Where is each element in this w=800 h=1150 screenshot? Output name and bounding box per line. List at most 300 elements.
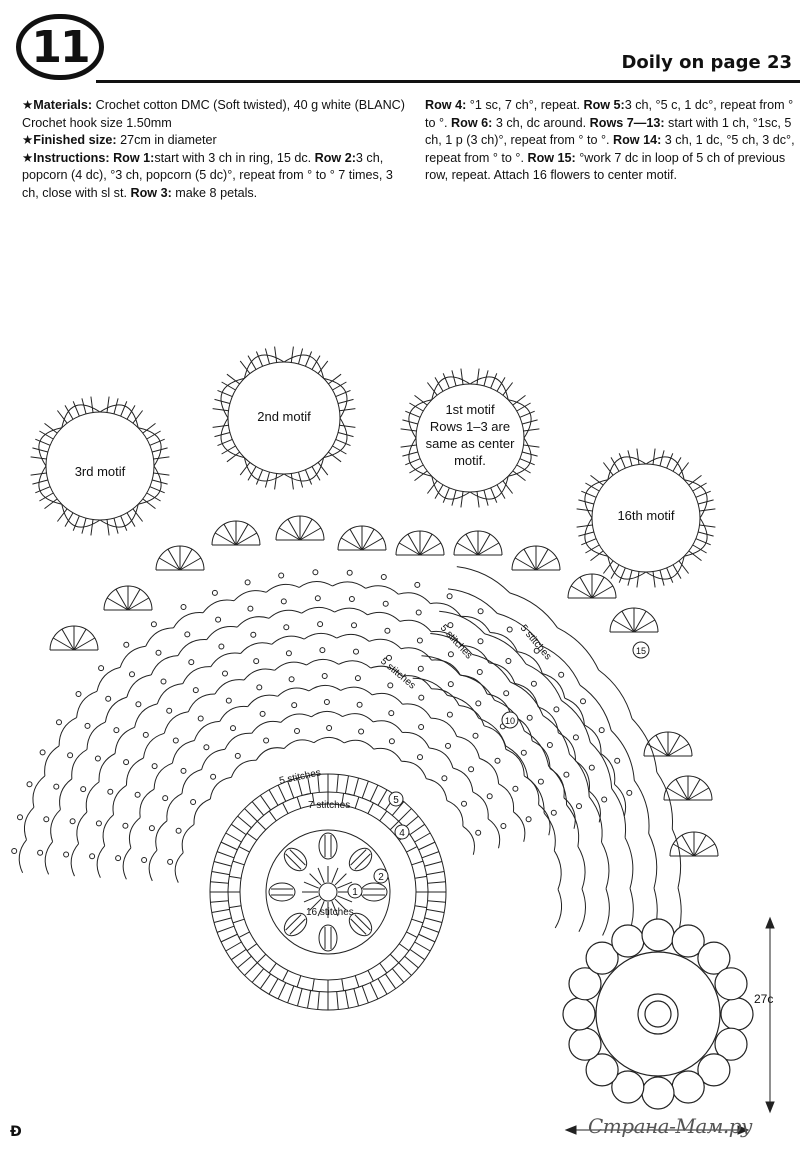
chain-loop — [188, 694, 215, 712]
dc-post — [370, 983, 378, 999]
picot — [359, 729, 364, 734]
svg-text:4: 4 — [399, 828, 405, 839]
thumb-flower — [715, 968, 747, 1000]
chain-loop — [97, 846, 105, 878]
popcorn — [319, 833, 337, 859]
dc-post — [337, 774, 339, 792]
ring-row4 — [266, 830, 390, 954]
dc-post — [212, 909, 230, 912]
row1-dc — [318, 868, 324, 883]
picot — [18, 815, 23, 820]
chain-loop — [337, 634, 370, 641]
row15-text: °work 7 dc in loop of 5 ch of previous row, repeat. Attach 16 flowers to center motif. — [425, 150, 786, 183]
chart-rings — [12, 567, 682, 1010]
chain-loop — [614, 784, 625, 816]
materials-paragraph: ★Materials: Crochet cotton DMC (Soft twisted), 40 g white (BLANC) Crochet hook size 1.50mm — [22, 98, 405, 130]
chain-loop — [151, 656, 178, 675]
picot — [151, 622, 156, 627]
picot — [478, 609, 483, 614]
dc-post — [405, 816, 419, 828]
picot — [551, 810, 556, 815]
picot — [531, 681, 536, 686]
picot — [286, 651, 291, 656]
picot — [417, 638, 422, 643]
dc-post — [415, 942, 431, 951]
row1-dc — [310, 874, 321, 885]
picot — [354, 649, 359, 654]
stitch-label-5-outer2: 5 stitches — [517, 622, 554, 663]
chain-loop — [60, 779, 72, 810]
dc-post — [238, 816, 252, 828]
chain-loop — [237, 617, 269, 627]
dc-post — [252, 802, 264, 816]
chain-loop — [164, 712, 188, 734]
dc-post — [428, 901, 446, 903]
chain-loop — [225, 733, 252, 749]
chain-loop — [207, 626, 238, 639]
motif-label-3rd: 3rd motif — [74, 464, 126, 479]
dc-post — [239, 932, 250, 937]
chain-loop — [335, 608, 368, 615]
picot — [223, 671, 228, 676]
picot — [388, 683, 393, 688]
chain-loop — [368, 612, 400, 621]
dc-post — [221, 842, 237, 850]
dc-post — [245, 809, 258, 822]
dc-post — [380, 811, 387, 821]
chain-loop — [589, 791, 600, 822]
stitch-label-5-outer1: 5 stitches — [437, 622, 475, 662]
chain-loop — [234, 591, 266, 601]
chain-loop — [281, 714, 312, 722]
dc-post — [390, 954, 398, 962]
motif-note-line3: motif. — [454, 453, 486, 468]
picot — [116, 856, 121, 861]
chain-loop — [172, 741, 194, 764]
picot — [181, 605, 186, 610]
chain-loop — [304, 633, 337, 639]
chain-loop — [649, 833, 657, 888]
chain-loop — [513, 812, 524, 842]
stitch-label-16: 16 stitches — [306, 907, 354, 918]
row5-text: 3 ch, °5 c, 1 dc°, repeat from ° to °. — [425, 98, 794, 130]
picot — [260, 711, 265, 716]
chain-loop — [203, 600, 234, 613]
chain-loop — [77, 812, 87, 844]
chain-loop — [555, 889, 561, 928]
chain-loop — [374, 748, 402, 761]
motif-note-line2: same as center — [425, 436, 515, 451]
chain-loop — [194, 721, 219, 740]
thumb-flower — [612, 925, 644, 957]
dc-post — [239, 847, 250, 852]
picot — [216, 617, 221, 622]
picot — [347, 570, 352, 575]
picot — [415, 582, 420, 587]
picot — [114, 728, 119, 733]
dc-post — [399, 963, 412, 976]
chain-loop — [402, 704, 430, 718]
layout-thumbnail — [563, 919, 753, 1109]
picot — [123, 823, 128, 828]
thumb-flower — [569, 1028, 601, 1060]
picot — [389, 711, 394, 716]
chain-loop — [457, 736, 480, 758]
picot — [478, 639, 483, 644]
chain-loop — [570, 754, 590, 797]
chain-loop — [369, 639, 401, 648]
motif-note-line1: Rows 1–3 are — [429, 419, 511, 434]
dc-post — [283, 803, 288, 814]
picot — [257, 685, 262, 690]
motif-label-2nd: 2nd motif — [257, 409, 311, 424]
chain-loop — [567, 805, 579, 846]
picot — [324, 700, 329, 705]
chain-loop — [373, 721, 402, 733]
fan-scallop — [396, 531, 444, 555]
picot — [599, 728, 604, 733]
svg-text:5: 5 — [393, 795, 399, 806]
dc-post — [226, 942, 242, 951]
picot — [173, 738, 178, 743]
dc-post — [415, 833, 431, 842]
chain-loop — [457, 567, 510, 593]
chain-loop — [231, 760, 256, 777]
chain-loop — [517, 652, 542, 674]
picot — [95, 756, 100, 761]
chain-loop — [248, 695, 278, 706]
stitch-label-7: 7 stitches — [308, 800, 351, 811]
row1-dc — [304, 896, 319, 902]
picot — [389, 739, 394, 744]
dc-post — [337, 992, 339, 1010]
chain-loop — [510, 682, 543, 716]
picot — [381, 575, 386, 580]
rows7-13-text: start with 1 ch, °1sc, 5 ch, 1 p (3 ch)°, repeat from ° to °. — [425, 115, 792, 148]
motif-label-1st: 1st motif — [445, 402, 495, 417]
picot — [96, 821, 101, 826]
chain-loop — [625, 838, 633, 889]
chain-loop — [401, 761, 426, 778]
chain-loop — [45, 746, 59, 776]
chain-loop — [113, 785, 127, 815]
chain-loop — [602, 842, 609, 889]
chain-loop — [19, 840, 26, 873]
chain-loop — [524, 731, 548, 766]
dc-post — [362, 986, 368, 1003]
picot — [564, 772, 569, 777]
picot — [211, 774, 216, 779]
dc-post — [252, 969, 264, 983]
picot — [476, 830, 481, 835]
chain-loop — [372, 693, 402, 704]
picot — [124, 642, 129, 647]
chain-loop — [672, 829, 680, 888]
chain-loop — [129, 818, 140, 848]
dimension-label: 27c — [754, 992, 774, 1006]
chain-loop — [657, 772, 673, 829]
chain-loop — [341, 687, 372, 695]
chain-loop — [510, 593, 558, 628]
picot — [284, 625, 289, 630]
chain-loop — [561, 700, 590, 742]
chain-loop — [554, 851, 561, 890]
picot — [264, 738, 269, 743]
svg-text:15: 15 — [635, 646, 647, 656]
picot — [70, 819, 75, 824]
chain-loop — [45, 842, 52, 875]
chain-loop — [489, 663, 515, 684]
picot — [191, 800, 196, 805]
rows7-13-label: Rows 7—13: — [589, 115, 665, 130]
row1-dc — [332, 868, 338, 883]
picot — [76, 692, 81, 697]
dc-post — [415, 876, 427, 878]
picot — [204, 745, 209, 750]
picot — [521, 750, 526, 755]
picot — [547, 743, 552, 748]
dc-post — [380, 963, 387, 973]
chain-loop — [202, 749, 226, 769]
row14-label: Row 14: — [613, 133, 662, 148]
chain-loop — [103, 815, 113, 846]
chain-loop — [215, 680, 244, 694]
flower-motifs — [31, 347, 716, 588]
picot — [251, 632, 256, 637]
chain-loop — [398, 593, 430, 604]
dc-post — [342, 979, 344, 991]
center-ring — [319, 883, 337, 901]
picot — [27, 782, 32, 787]
chain-loop — [146, 628, 174, 646]
picot — [130, 672, 135, 677]
picot — [189, 660, 194, 665]
picot — [108, 789, 113, 794]
chain-loop — [278, 688, 309, 696]
chain-loop — [564, 798, 575, 829]
thumb-flower — [721, 998, 753, 1030]
dc-post — [247, 833, 257, 840]
fan-scallop — [610, 608, 658, 632]
chain-loop — [51, 810, 61, 842]
picot — [44, 817, 49, 822]
picot — [64, 852, 69, 857]
chain-loop — [127, 675, 151, 697]
dc-post — [297, 976, 301, 987]
picot — [577, 804, 582, 809]
chain-loop — [33, 776, 45, 807]
chain-loop — [632, 719, 657, 773]
dc-post — [269, 963, 276, 973]
popcorn — [280, 844, 311, 875]
dc-post — [217, 852, 234, 858]
picot — [167, 708, 172, 713]
chain-loop — [71, 844, 78, 876]
picot — [136, 702, 141, 707]
fan-scallop — [156, 546, 204, 570]
picot — [322, 674, 327, 679]
chain-loop — [589, 797, 602, 842]
chain-loop — [220, 706, 248, 721]
chain-loop — [332, 582, 365, 588]
dc-post — [308, 990, 311, 1008]
picot — [248, 606, 253, 611]
chain-loop — [314, 737, 344, 743]
instructions-label: Instructions: — [33, 150, 110, 165]
picot — [352, 623, 357, 628]
row1-label: Row 1: — [113, 150, 155, 165]
dc-post — [278, 785, 286, 801]
fan-scallop — [454, 531, 502, 555]
chain-loop — [339, 661, 371, 668]
row6-text: 3 ch, dc around. — [495, 115, 587, 130]
chain-loop — [175, 853, 183, 883]
dc-post — [355, 797, 359, 808]
picot — [161, 679, 166, 684]
dc-post — [214, 861, 231, 866]
picot — [320, 648, 325, 653]
row-number-5 — [389, 792, 403, 806]
dc-post — [212, 872, 230, 875]
picot — [226, 698, 231, 703]
chain-loop — [194, 799, 210, 825]
fan-scallop — [664, 776, 712, 800]
chain-loop — [603, 889, 610, 936]
chain-loop — [275, 662, 307, 670]
picot — [185, 632, 190, 637]
chain-loop — [269, 610, 302, 618]
chain-loop — [515, 683, 538, 706]
picot — [168, 859, 173, 864]
chain-loop — [210, 777, 231, 799]
stitch-label-5-inner: 5 stitches — [278, 767, 322, 787]
finished-label: Finished size: — [33, 133, 117, 148]
picot — [527, 715, 532, 720]
row2-text: 3 ch, popcorn (4 dc), °3 ch, popcorn (5 dc)°, repeat from ° to ° 7 times, 3 ch, close with sl st. — [22, 150, 393, 200]
dc-post — [354, 778, 359, 795]
dc-post — [428, 882, 446, 884]
picot — [473, 733, 478, 738]
chain-loop — [252, 721, 281, 733]
dc-post — [269, 790, 278, 806]
stitch-label-5-mid: 5 stitches — [378, 655, 418, 692]
chain-loop — [485, 634, 526, 664]
picot — [40, 750, 45, 755]
fan-scallop — [50, 626, 98, 650]
row-number-2 — [374, 869, 388, 883]
finished-text: 27cm in diameter — [120, 133, 217, 148]
dc-post — [269, 811, 276, 821]
row-number-1 — [348, 884, 362, 898]
picot — [446, 743, 451, 748]
dc-post — [419, 842, 435, 850]
watermark: Страна-Мам.ру — [588, 1114, 753, 1138]
chain-loop — [576, 761, 590, 791]
picot — [68, 753, 73, 758]
fan-scallop — [104, 586, 152, 610]
chain-loop — [120, 646, 146, 667]
chain-loop — [426, 779, 447, 801]
picot — [245, 580, 250, 585]
page-title: Doily on page 23 — [621, 52, 792, 73]
dc-post — [269, 979, 278, 995]
svg-text:10: 10 — [504, 716, 516, 726]
fan-scallop — [512, 546, 560, 570]
picot — [106, 696, 111, 701]
picot — [142, 858, 147, 863]
dc-post — [283, 970, 288, 981]
dc-post — [399, 809, 412, 822]
picot — [573, 735, 578, 740]
picot — [281, 599, 286, 604]
picot — [447, 594, 452, 599]
row-number-15 — [633, 642, 649, 658]
fan-scallop — [338, 526, 386, 550]
dc-post — [231, 949, 246, 959]
picot — [487, 794, 492, 799]
picot — [181, 768, 186, 773]
svg-text:1: 1 — [352, 887, 358, 898]
picot — [327, 726, 332, 731]
picot — [462, 801, 467, 806]
dc-post — [260, 795, 270, 810]
row3-label: Row 3: — [130, 185, 172, 200]
picot — [447, 712, 452, 717]
dc-post — [210, 901, 228, 903]
dc-post — [355, 976, 359, 987]
pattern-number: 11 — [31, 21, 89, 73]
chain-loop — [182, 825, 194, 853]
chain-loop — [401, 648, 432, 660]
dc-post — [238, 956, 252, 968]
picot — [581, 699, 586, 704]
picot — [12, 849, 17, 854]
chain-loop — [366, 586, 399, 594]
chain-loop — [311, 711, 342, 716]
chain-loop — [307, 659, 339, 665]
chain-loop — [578, 846, 585, 889]
thumb-flower — [563, 998, 595, 1030]
chain-loop — [488, 819, 500, 848]
chain-loop — [123, 848, 131, 879]
chain-loop — [156, 821, 167, 850]
thumb-flower — [672, 1071, 704, 1103]
picot — [315, 596, 320, 601]
picot — [313, 570, 318, 575]
chain-loop — [178, 640, 207, 656]
picot — [513, 786, 518, 791]
dc-post — [312, 979, 314, 991]
dc-post — [419, 934, 435, 942]
popcorn — [361, 883, 387, 901]
row1-dc — [337, 896, 352, 902]
picot — [448, 682, 453, 687]
picot — [54, 784, 59, 789]
motif-label-16th: 16th motif — [617, 508, 675, 523]
row2-label: Row 2: — [314, 150, 356, 165]
picot — [357, 702, 362, 707]
row4-text: °1 sc, 7 ch°, repeat. — [469, 98, 580, 112]
fan-scallop — [644, 732, 692, 756]
picot — [198, 716, 203, 721]
chain-loop — [460, 675, 495, 700]
chain-loop — [140, 789, 154, 817]
picot — [538, 779, 543, 784]
page-mark: Ð — [10, 1124, 22, 1140]
chain-loop — [463, 826, 475, 854]
dc-post — [415, 906, 427, 908]
dc-post — [425, 918, 442, 923]
